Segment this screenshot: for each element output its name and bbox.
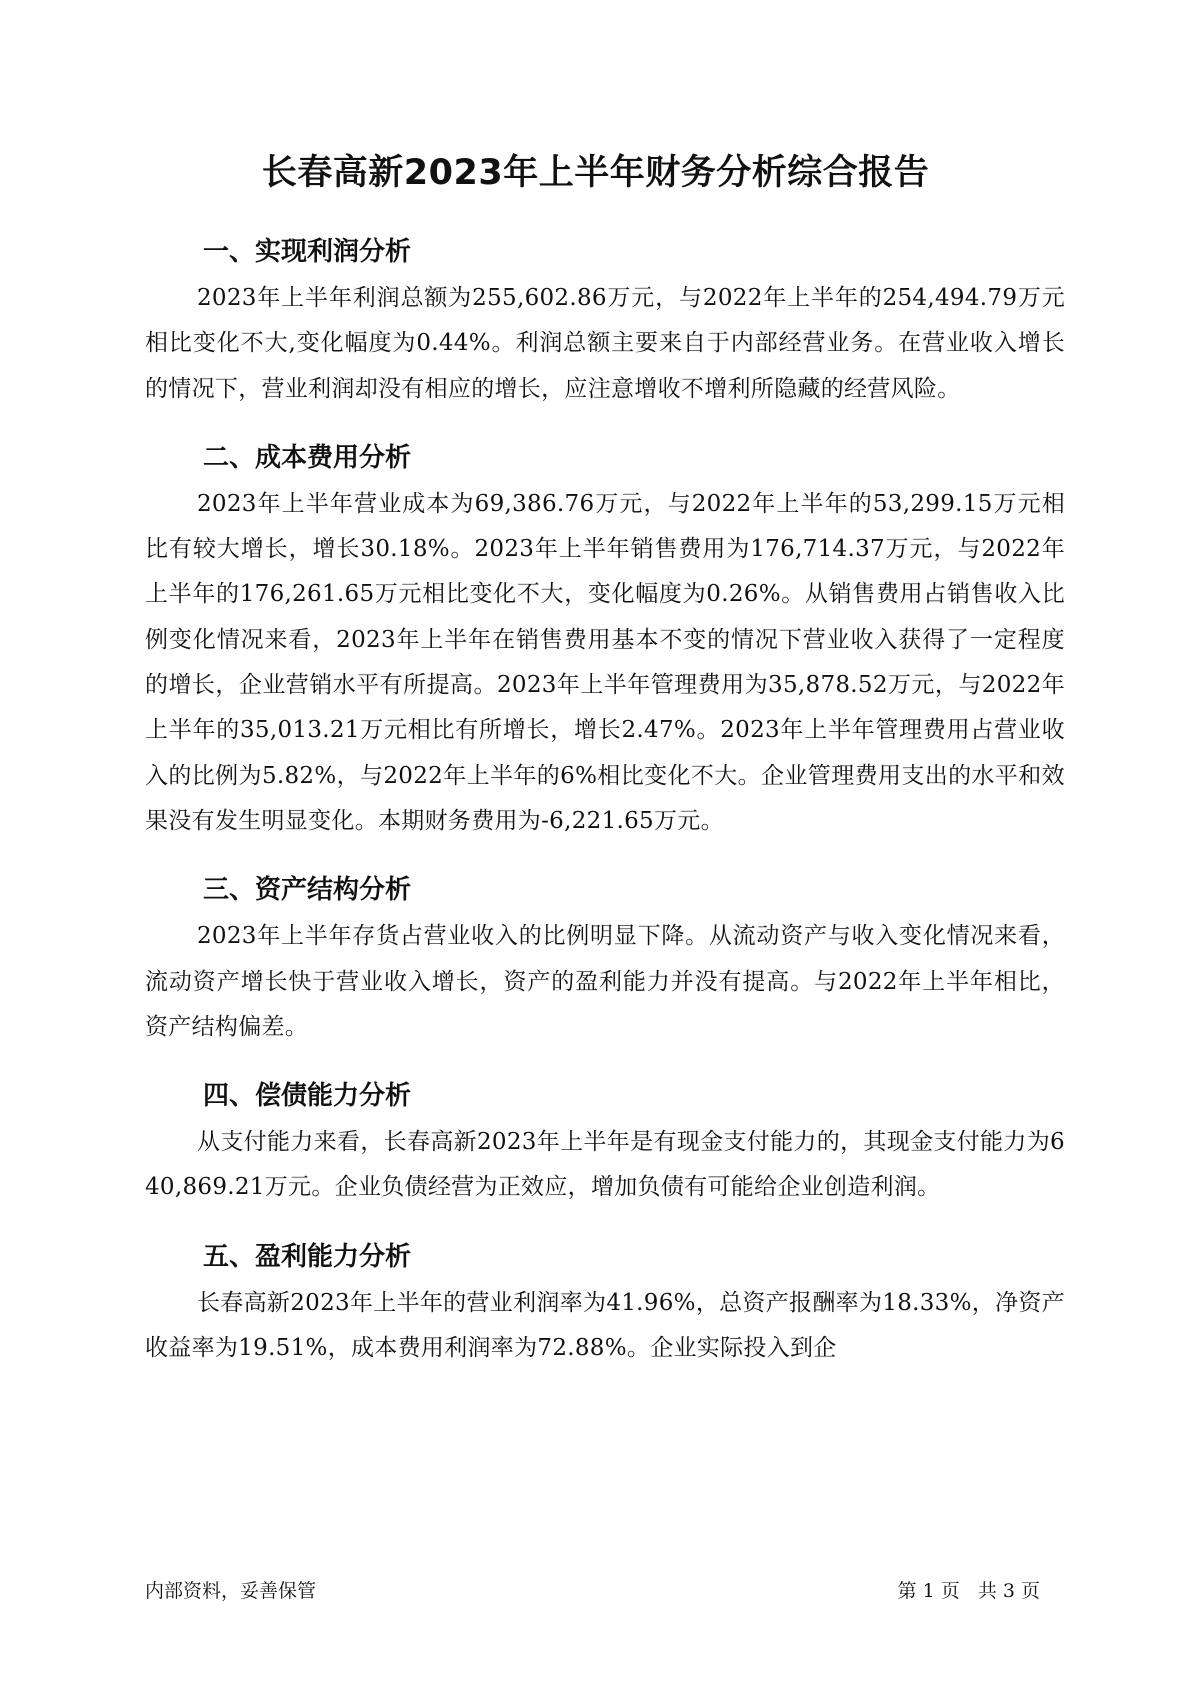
section-profitability — [145, 1233, 1065, 1372]
section-paragraph: 从支付能力来看，长春高新2023年上半年是有现金支付能力的，其现金支付能力为640,869.21万元。企业负债经营为正效应，增加负债有可能给企业创造利润。 — [145, 1129, 1065, 1201]
section-heading: 五、盈利能力分析 — [203, 1241, 412, 1272]
page-number: 第 1 页 共 3 页 — [897, 1580, 1040, 1602]
section-profit — [145, 228, 1065, 412]
section-asset-structure — [145, 866, 1065, 1050]
section-paragraph: 长春高新2023年上半年的营业利润率为41.96%，总资产报酬率为18.33%，净资产收益率为19.51%，成本费用利润率为72.88%。企业实际投入到企 — [145, 1289, 1065, 1362]
section-heading: 二、成本费用分析 — [203, 442, 412, 473]
report-body — [145, 228, 1065, 1393]
section-paragraph: 2023年上半年利润总额为255,602.86万元，与2022年上半年的254,494.79万元相比变化不大,变化幅度为0.44%。利润总额主要来自于内部经营业务。在营业收入增长的情况下，营业利润却没有相应的增长，应注意增收不增利所隐藏的经营风险。 — [145, 285, 1065, 402]
section-heading: 四、偿债能力分析 — [203, 1081, 412, 1112]
report-title: 长春高新2023年上半年财务分析综合报告 — [261, 153, 930, 193]
section-cost — [145, 434, 1065, 844]
confidentiality-note: 内部资料，妥善保管 — [145, 1580, 317, 1602]
section-paragraph: 2023年上半年存货占营业收入的比例明显下降。从流动资产与收入变化情况来看，流动资产增长快于营业收入增长，资产的盈利能力并没有提高。与2022年上半年相比，资产结构偏差。 — [145, 923, 1065, 1040]
section-heading: 一、实现利润分析 — [203, 237, 412, 267]
section-paragraph: 2023年上半年营业成本为69,386.76万元，与2022年上半年的53,299.15万元相比有较大增长，增长30.18%。2023年上半年销售费用为176,714.37万元，与2022年上半年的176,261.65万元相比变化不大，变化幅度为0.26%。从销售费用占销售收入比例变化情况来看，2023年上半年在销售费用基本不变的情况下营业收入获得了一定程度的增长，企业营销水平有所提高。2023年上半年管理费用为35,878.52万元，与2022年上半年的35,013.21万元相比有所增长，增长2.47%。2023年上半年管理费用占营业收入的比例为5.82%，与2022年上半年的6%相比变化不大。企业管理费用支出的水平和效果没有发生明显变化。本期财务费用为-6,221.65万元。 — [145, 490, 1065, 834]
section-heading: 三、资产结构分析 — [203, 875, 412, 906]
page-footer — [145, 1576, 1040, 1603]
section-solvency — [145, 1072, 1065, 1211]
